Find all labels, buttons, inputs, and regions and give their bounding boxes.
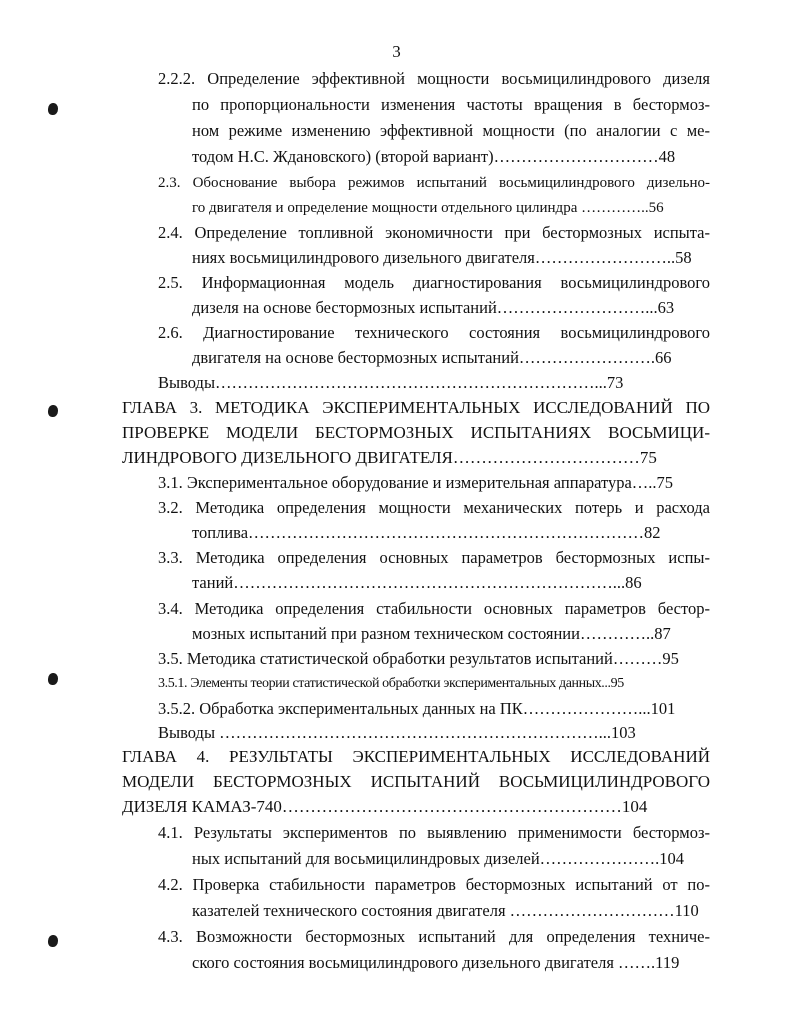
toc-line: таний……………………………………………………………...86 — [192, 573, 642, 592]
toc-line: ниях восьмицилиндрового дизельного двигателя……………………..58 — [192, 248, 692, 267]
toc-line: 4.2. Проверка стабильности параметров бестормозных испытаний от по- — [158, 875, 710, 894]
binding-hole-mark — [48, 103, 58, 115]
chapter-heading: ГЛАВА 4. РЕЗУЛЬТАТЫ ЭКСПЕРИМЕНТАЛЬНЫХ ИССЛЕДОВАНИЙ — [122, 747, 710, 766]
toc-line: ных испытаний для восьмицилиндровых дизелей………………….104 — [192, 849, 685, 868]
toc-line: 3.5.2. Обработка экспериментальных данных на ПК…………………...101 — [158, 699, 676, 718]
toc-line: 2.6. Диагностирование технического состояния восьмицилиндрового — [158, 323, 710, 342]
toc-line: го двигателя и определение мощности отдельного цилиндра …………..56 — [192, 200, 664, 216]
toc-line: 3.5. Методика статистической обработки результатов испытаний………95 — [158, 649, 679, 668]
toc-line: 3.4. Методика определения стабильности основных параметров бестор- — [158, 599, 710, 618]
toc-line: 4.1. Результаты экспериментов по выявлению применимости бестормоз- — [158, 823, 710, 842]
toc-line: 2.4. Определение топливной экономичности при бестормозных испыта- — [158, 223, 710, 242]
toc-line: казателей технического состояния двигателя …………………………110 — [192, 901, 699, 920]
toc-line: 2.2.2. Определение эффективной мощности восьмицилиндрового дизеля — [158, 69, 710, 88]
toc-line: 3.1. Экспериментальное оборудование и измерительная аппаратура…..75 — [158, 473, 674, 492]
toc-line: 3.2. Методика определения мощности механических потерь и расхода — [158, 498, 710, 517]
chapter-heading: ЛИНДРОВОГО ДИЗЕЛЬНОГО ДВИГАТЕЛЯ……………………………75 — [122, 448, 657, 467]
toc-line: мозных испытаний при разном техническом состоянии…………..87 — [192, 624, 671, 643]
toc-line: по пропорциональности изменения частоты вращения в бестормоз- — [192, 95, 710, 114]
toc-line: ном режиме изменению эффективной мощности (по аналогии с ме- — [192, 121, 710, 140]
toc-line: двигателя на основе бестормозных испытаний…………………….66 — [192, 348, 672, 367]
toc-line: Выводы……………………………………………………………...73 — [158, 373, 624, 392]
binding-hole-mark — [48, 405, 58, 417]
toc-line: ского состояния восьмицилиндрового дизельного двигателя …….119 — [192, 953, 680, 972]
binding-hole-mark — [48, 935, 58, 947]
toc-line: тодом Н.С. Ждановского) (второй вариант)…………………………48 — [192, 147, 676, 166]
toc-line: Выводы ……………………………………………………………...103 — [158, 723, 636, 742]
chapter-heading: ГЛАВА 3. МЕТОДИКА ЭКСПЕРИМЕНТАЛЬНЫХ ИССЛЕДОВАНИЙ ПО — [122, 398, 710, 417]
toc-line: 2.3. Обоснование выбора режимов испытаний восьмицилиндрового дизельно- — [158, 175, 710, 191]
binding-hole-mark — [48, 673, 58, 685]
toc-line: 4.3. Возможности бестормозных испытаний для определения техниче- — [158, 927, 710, 946]
toc-line: 2.5. Информационная модель диагностирования восьмицилиндрового — [158, 273, 710, 292]
toc-line: дизеля на основе бестормозных испытаний………………………...63 — [192, 298, 675, 317]
toc-line: топлива………………………………………………………………82 — [192, 523, 661, 542]
chapter-heading: ДИЗЕЛЯ КАМАЗ-740……………………………………………………104 — [122, 797, 648, 816]
page-number: 3 — [392, 42, 401, 61]
toc-line: 3.3. Методика определения основных параметров бестормозных испы- — [158, 548, 710, 567]
toc-line: 3.5.1. Элементы теории статистической обработки экспериментальных данных...95 — [158, 676, 624, 691]
chapter-heading: МОДЕЛИ БЕСТОРМОЗНЫХ ИСПЫТАНИЙ ВОСЬМИЦИЛИНДРОВОГО — [122, 772, 710, 791]
chapter-heading: ПРОВЕРКЕ МОДЕЛИ БЕСТОРМОЗНЫХ ИСПЫТАНИЯХ ВОСЬМИЦИ- — [122, 423, 710, 442]
